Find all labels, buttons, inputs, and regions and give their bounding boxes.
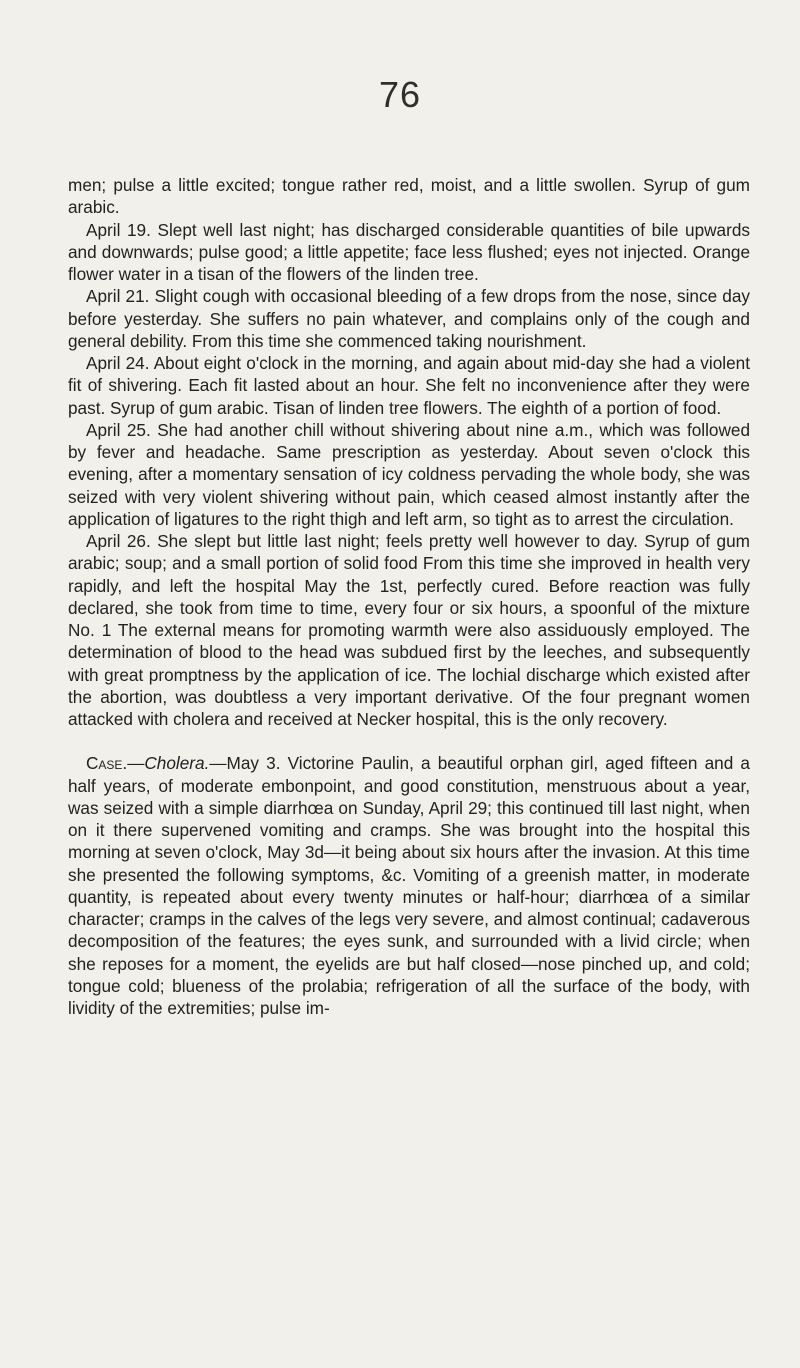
paragraph-april-24: April 24. About eight o'clock in the morning, and again about mid-day she had a violent fit of shivering. Each fit lasted about an hour. She felt no inconvenience after they were past. Syrup of gum arabic. Tisan of linden tree flowers. The eighth of a portion of food. [68,353,750,418]
paragraph-april-25: April 25. She had another chill without shivering about nine a.m., which was followed by fever and headache. Same prescription as yesterday. About seven o'clock this evening, after a momentary sensation of icy coldness pervading the whole body, she was seized with very violent shivering without pain, which ceased almost instantly after the application of ligatures to the right thigh and left arm, so tight as to arrest the circulation. [68,419,750,529]
paragraph-april-21: April 21. Slight cough with occasional bleeding of a few drops from the nose, since day before yesterday. She suffers no pain whatever, and complains only of the cough and general debility. From this time she commenced taking nourishment. [68,286,750,351]
paragraph-case-cholera: Case.—Cholera.—May 3. Victorine Paulin, a beautiful orphan girl, aged fifteen and a half years, of moderate embonpoint, and good constitution, menstruous about a year, was seized with a simple diarrhœa on Sunday, April 29; this continued till last night, when on it there supervened vomiting and cramps. She was brought into the hospital this morning at seven o'clock, May 3d—it being about six hours after the invasion. At this time she presented the following symptoms, &c. Vomiting of a greenish matter, in moderate quantity, is repeated about every twenty minutes or half-hour; diarrhœa of a similar character; cramps in the calves of the legs very severe, and almost continual; cadaverous decomposition of the features; the eyes sunk, and surrounded with a livid circle; when she reposes for a moment, the eyelids are but half closed—nose pinched up, and cold; tongue cold; blueness of the prolabia; refrigeration of all the surface of the body, with lividity of the extremities; pulse im- [68,753,750,1018]
paragraph-april-19: April 19. Slept well last night; has discharged considerable quantities of bile upwards and downwards; pulse good; a little appetite; face less flushed; eyes not injected. Orange flower water in a tisan of the flowers of the linden tree. [68,219,750,284]
page-number: 76 [378,74,422,115]
body-text [68,174,750,1019]
case-label: Case. [86,753,128,774]
paragraph-april-26: April 26. She slept but little last night; feels pretty well however to day. Syrup of gum arabic; soup; and a small portion of solid food From this time she improved in health very rapidly, and left the hospital May the 1st, perfectly cured. Before reaction was fully declared, she took from time to time, every four or six hours, a spoonful of the mixture No. 1 The external means for promoting warmth were also assiduously employed. The determination of blood to the head was subdued first by the leeches, and subsequently with great promptness by the application of ice. The lochial discharge which existed after the abortion, was doubtless a very important derivative. Of the four pregnant women attacked with cholera and received at Necker hospital, this is the only recovery. [68,531,750,729]
paragraph-continuation: men; pulse a little excited; tongue rather red, moist, and a little swollen. Syrup of gum arabic. [68,175,750,218]
case-text: May 3. Victorine Paulin, a beautiful orphan girl, aged fifteen and a half years, of moderate embonpoint, and good constitution, menstruous about a year, was seized with a simple diarrhœa on Sunday, April 29; this continued till last night, when on it there supervened vomiting and cramps. She was brought into the hospital this morning at seven o'clock, May 3d—it being about six hours after the invasion. At this time she presented the following symptoms, &c. Vomiting of a greenish matter, in moderate quantity, is repeated about every twenty minutes or half-hour; diarrhœa of a similar character; cramps in the calves of the legs very severe, and almost continual; cadaverous decomposition of the features; the eyes sunk, and surrounded with a livid circle; when she reposes for a moment, the eyelids are but half closed—nose pinched up, and cold; tongue cold; blueness of the prolabia; refrigeration of all the surface of the body, with lividity of the extremities; pulse im- [68,753,750,1018]
case-title: Cholera. [144,753,210,774]
